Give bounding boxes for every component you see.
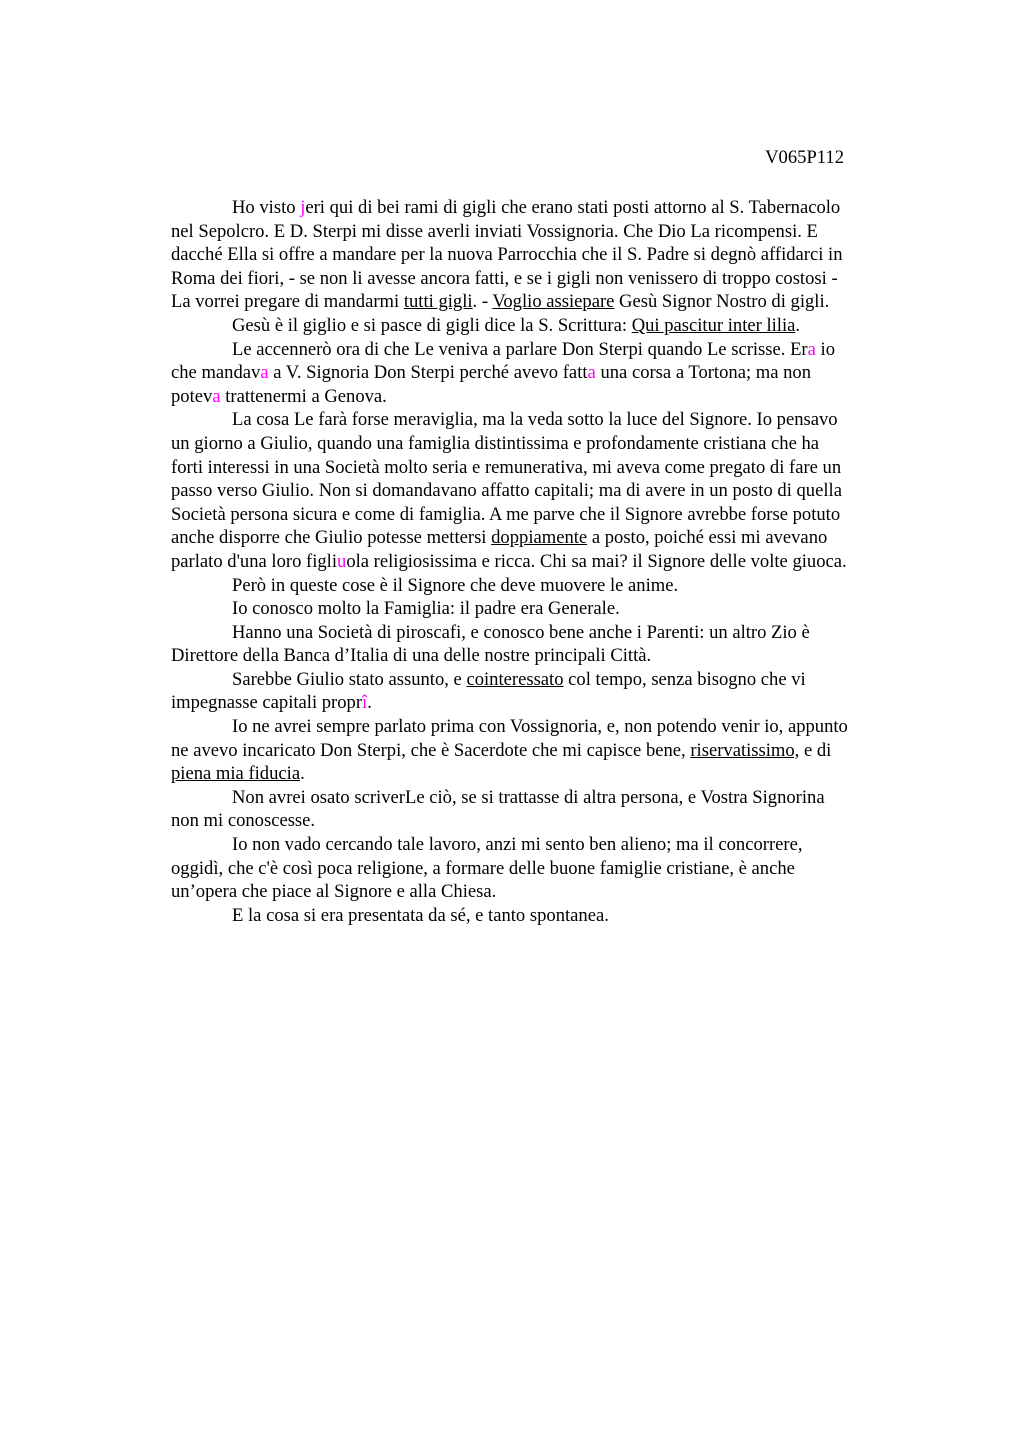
underlined-text: piena mia fiducia [171, 763, 301, 785]
text-run: Io ne avrei sempre parlato prima con Vossignoria, e, non potendo venir io, appunto [232, 716, 848, 738]
text-run: Io non vado cercando tale lavoro, anzi mi sento ben alieno; ma il concorrere, [232, 834, 803, 856]
text-line [171, 857, 923, 881]
text-run: che mandav [171, 362, 261, 384]
paragraph [171, 314, 923, 338]
highlighted-correction: a [212, 385, 221, 407]
text-run: . - [472, 291, 493, 313]
text-run: . [300, 763, 305, 785]
text-run: un’opera che piace al Signore e alla Chiesa. [171, 881, 497, 903]
text-line [171, 668, 923, 692]
text-line [171, 196, 923, 220]
paragraph [171, 833, 923, 904]
text-run: nel Sepolcro. E D. Sterpi mi disse averli inviati Vossignoria. Che Dio La ricompensi. E [171, 220, 818, 242]
text-line [171, 574, 923, 598]
text-run: Le accennerò ora di che Le veniva a parlare Don Sterpi quando Le scrisse. Er [232, 338, 808, 360]
paragraph [171, 668, 923, 715]
text-line [171, 385, 923, 409]
text-run: una corsa a Tortona; ma non [595, 362, 812, 384]
text-line [171, 267, 923, 291]
text-run: col tempo, senza bisogno che vi [563, 668, 806, 690]
highlighted-correction: î [362, 692, 368, 714]
text-line [171, 338, 923, 362]
highlighted-correction: j [300, 197, 306, 218]
document-page [171, 146, 923, 927]
text-run: Ho visto [232, 197, 301, 218]
text-line [171, 243, 923, 267]
paragraph [171, 597, 923, 621]
text-run: a posto, poiché essi mi avevano [587, 527, 828, 549]
text-run: ne avevo incaricato Don Sterpi, che è Sacerdote che mi capisce bene, [171, 739, 691, 761]
text-line [171, 715, 923, 739]
text-line [171, 408, 923, 432]
underlined-text: tutti gigli [403, 291, 473, 313]
text-run: Gesù Signor Nostro di gigli. [614, 291, 830, 313]
text-run: Io conosco molto la Famiglia: il padre era Generale. [232, 598, 620, 620]
text-run: a V. Signoria Don Sterpi perché avevo fatt [268, 362, 588, 384]
text-run: eri qui di bei rami di gigli che erano stati posti attorno al S. Tabernacolo [305, 197, 841, 218]
text-run: dacché Ella si offre a mandare per la nuova Parrocchia che il S. Padre si degnò affidarci in [171, 244, 843, 266]
text-run: Sarebbe Giulio stato assunto, e [232, 668, 467, 690]
text-run: impegnasse capitali propr [171, 692, 363, 714]
text-run: forti interessi in una Società molto seria e remunerativa, mi aveva come pregato di fare un [171, 456, 842, 478]
underlined-text: Voglio assiepare [492, 291, 615, 313]
text-run: parlato d'una loro figli [171, 550, 338, 572]
text-run: passo verso Giulio. Non si domandavano affatto capitali; ma di avere in un posto di quella [171, 480, 842, 502]
paragraph [171, 786, 923, 833]
text-line [171, 361, 923, 385]
text-run: Però in queste cose è il Signore che deve muovere le anime. [232, 574, 679, 596]
document-id: V065P112 [765, 147, 844, 168]
text-run: . [795, 314, 801, 336]
paragraph [171, 904, 923, 928]
text-line [171, 833, 923, 857]
text-line [171, 691, 923, 715]
text-line [171, 786, 923, 810]
text-line [171, 762, 923, 786]
text-line [171, 904, 923, 928]
text-run: potev [171, 385, 213, 407]
highlighted-correction: u [337, 550, 347, 572]
text-run: Non avrei osato scriverLe ciò, se si trattasse di altra persona, e Vostra Signorina [232, 786, 825, 808]
text-run: trattenermi a Genova. [220, 385, 387, 407]
highlighted-correction: a [260, 362, 269, 384]
text-run: un giorno a Giulio, quando una famiglia distintissima e profondamente cristiana che ha [171, 432, 820, 454]
paragraph [171, 621, 923, 668]
text-line [171, 290, 923, 314]
text-run: Direttore della Banca d’Italia di una delle nostre principali Città. [171, 645, 652, 667]
text-run: E la cosa si era presentata da sé, e tanto spontanea. [232, 904, 609, 926]
underlined-text: cointeressato [466, 668, 564, 690]
text-run: oggidì, che c'è così poca religione, a formare delle buone famiglie cristiane, è anche [171, 857, 795, 879]
text-run: anche disporre che Giulio potesse mettersi [171, 527, 492, 549]
text-run: . [367, 692, 372, 714]
text-line [171, 621, 923, 645]
text-line [171, 314, 923, 338]
highlighted-correction: a [807, 338, 816, 360]
text-run: non mi conoscesse. [171, 810, 316, 832]
underlined-text: Qui pascitur inter lilia [631, 314, 796, 336]
text-run: La vorrei pregare di mandarmi [171, 291, 404, 313]
letter-body [171, 196, 923, 927]
paragraph [171, 338, 923, 409]
paragraph [171, 196, 923, 314]
highlighted-correction: a [587, 362, 596, 384]
text-line [171, 739, 923, 763]
text-line [171, 526, 923, 550]
text-line [171, 597, 923, 621]
text-line [171, 503, 923, 527]
underlined-text: riservatissimo, [690, 739, 800, 761]
text-line [171, 220, 923, 244]
text-run: La cosa Le farà forse meraviglia, ma la veda sotto la luce del Signore. Io pensavo [232, 409, 838, 431]
text-line [171, 456, 923, 480]
paragraph [171, 408, 923, 573]
text-run: e di [799, 739, 832, 761]
text-run: Hanno una Società di piroscafi, e conosco bene anche i Parenti: un altro Zio è [232, 621, 810, 643]
text-run: io [815, 338, 836, 360]
text-line [171, 432, 923, 456]
underlined-text: doppiamente [491, 527, 588, 549]
text-line [171, 809, 923, 833]
text-run: ola religiosissima e ricca. Chi sa mai? il Signore delle volte giuoca. [346, 550, 847, 572]
text-line [171, 880, 923, 904]
paragraph [171, 574, 923, 598]
text-line [171, 550, 923, 574]
text-run: Società persona sicura e come di famiglia. A me parve che il Signore avrebbe forse potuto [171, 503, 841, 525]
text-line [171, 479, 923, 503]
paragraph [171, 715, 923, 786]
text-run: Roma dei fiori, - se non li avesse ancora fatti, e se i gigli non venissero di troppo costosi - [171, 267, 838, 289]
text-run: Gesù è il giglio e si pasce di gigli dice la S. Scrittura: [232, 314, 632, 336]
text-line [171, 644, 923, 668]
